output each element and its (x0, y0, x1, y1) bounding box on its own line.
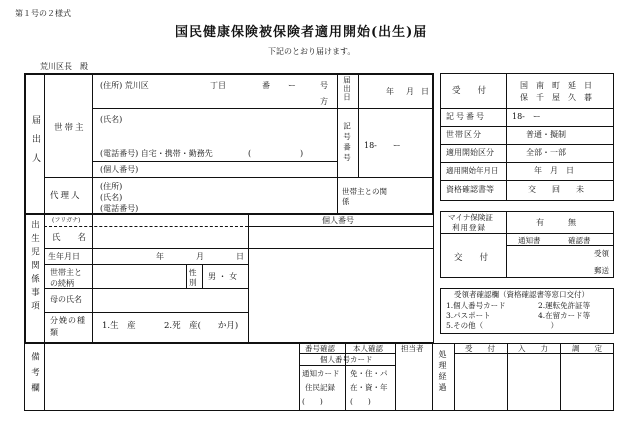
paren-right: ( ) (350, 397, 371, 406)
process-input: 入 力 (518, 344, 548, 353)
notifier-section-label: 届出人 (30, 115, 40, 172)
resident-record-label: 住民記録 (305, 383, 335, 392)
office-row-line (440, 126, 614, 127)
delivery-live[interactable]: 1.生 産 (102, 321, 136, 331)
delivery-type-label: 分娩の種類 (50, 316, 86, 337)
filing-day: 日 (421, 87, 429, 96)
id-check-item-4[interactable]: 4.在留カード等 (538, 311, 591, 320)
addressee: 荒川区長 殿 (40, 62, 88, 71)
remarks-row-line (299, 353, 395, 354)
process-check: 調 定 (572, 344, 602, 353)
apply-date-value[interactable]: 年 月 日 (534, 166, 574, 175)
agent-name-field[interactable]: (氏名) (100, 193, 123, 202)
issue-label: 交 付 (454, 253, 489, 263)
sex-label: 性別 (189, 268, 197, 288)
cert-label: 資格確認書等 (446, 185, 494, 194)
office-col-line (506, 73, 507, 201)
sex-options[interactable]: 男 ・ 女 (208, 272, 238, 281)
process-reception: 受 付 (465, 344, 495, 353)
birth-col-line (202, 264, 203, 288)
license-options-2[interactable]: 在・資・年 (350, 383, 388, 392)
mynumber-label-2: 利用登録 (452, 223, 486, 232)
office-symbol-field[interactable]: 18- ー (512, 112, 541, 121)
office-row-line (440, 144, 614, 145)
apply-class-value[interactable]: 全部・一部 (526, 148, 566, 157)
dob-year: 年 (156, 252, 164, 261)
phone-field[interactable]: (電話番号) 自宅・携帯・勤務先 (100, 149, 213, 158)
notifier-row-line (92, 161, 337, 162)
birth-row-line (44, 264, 248, 265)
householder-label: 世帯主 (54, 123, 86, 133)
id-check-item-5[interactable]: 5.その他（ ） (446, 321, 559, 330)
id-check-item-1[interactable]: 1.個人番号カード (446, 301, 506, 310)
remarks-col-line (44, 343, 45, 411)
id-check-title: 受領者確認欄（資格確認書等窓口交付） (454, 290, 589, 299)
personal-card-label: 個人番号カード (320, 355, 373, 364)
agent-phone-field[interactable]: (電話番号) (100, 204, 139, 213)
address-dash: ー (288, 81, 296, 90)
mynumber-row-line (440, 233, 614, 234)
process-label: 処理経過 (438, 350, 447, 394)
notifier-col-line (337, 73, 338, 215)
id-check-item-3[interactable]: 3.パスポート (446, 311, 491, 320)
address-chome: 丁目 (210, 81, 226, 90)
mailed-option[interactable]: 郵送 (594, 266, 609, 275)
dob-day: 日 (236, 252, 244, 261)
notice-label: 通知書 (518, 236, 541, 245)
household-class-label: 世帯区分 (446, 130, 482, 139)
notifier-row-line (92, 108, 337, 109)
notifier-row-line (337, 108, 433, 109)
notice-card-label: 通知カード (302, 369, 340, 378)
birth-row-line (44, 248, 434, 249)
symbol-number-field[interactable]: 18- ー (364, 141, 401, 150)
dob-label: 生年月日 (48, 252, 80, 261)
address-go: 号 (320, 81, 328, 90)
cert-value[interactable]: 交 回 未 (528, 185, 584, 194)
form-id: 第１号の２様式 (15, 9, 71, 18)
confirm-cert-label: 確認書 (568, 236, 591, 245)
reception-label: 受 付 (452, 86, 487, 96)
office-symbol-label: 記号番号 (446, 112, 486, 121)
remarks-label: 備考欄 (29, 352, 40, 399)
mynumber-value[interactable]: 有 無 (536, 218, 576, 227)
notifier-col-line (358, 73, 359, 177)
mother-name-label: 母の氏名 (50, 295, 82, 304)
filing-month: 月 (406, 87, 414, 96)
household-class-value[interactable]: 普通・擬制 (526, 130, 566, 139)
relation-label: 世帯主との関係 (342, 187, 387, 207)
notifier-col-line (44, 73, 45, 215)
filing-year: 年 (386, 87, 394, 96)
birth-col-line (92, 215, 93, 343)
delivery-still[interactable]: 2.死 産( か月) (164, 321, 239, 331)
birth-row-line (248, 226, 434, 227)
form-title: 国民健康保険被保険者適用開始(出生)届 (175, 25, 428, 40)
id-check-item-2[interactable]: 2.運転免許証等 (538, 301, 591, 310)
birth-col-line (248, 248, 249, 343)
furigana-label: (フリガナ) (52, 217, 81, 224)
birth-section-label: 出生児関係事項 (29, 220, 40, 315)
form-subtitle: 下記のとおり届けます。 (268, 47, 356, 56)
address-field[interactable]: (住所) 荒川区 (100, 81, 149, 90)
birth-col-line (44, 215, 45, 343)
reception-stamp-line1: 国 南 町 延 日 (520, 81, 592, 90)
mynumber-row-line (506, 245, 614, 246)
paren-left: ( ) (302, 397, 323, 406)
filing-date-label: 届出日 (342, 76, 352, 102)
address-kata: 方 (320, 97, 328, 106)
staff-label: 担当者 (401, 344, 424, 353)
birth-col-line (186, 264, 187, 288)
remarks-col-line (432, 343, 433, 411)
apply-class-label: 適用開始区分 (446, 148, 494, 157)
office-row-line (440, 162, 614, 163)
dob-month: 月 (196, 252, 204, 261)
relation-to-head-label: 世帯主との続柄 (50, 268, 82, 288)
birth-col-line (248, 215, 249, 248)
license-options-1[interactable]: 免・住・パ (350, 369, 388, 378)
remarks-row-line (454, 353, 614, 354)
remarks-row-line (299, 365, 395, 366)
agent-label: 代理人 (50, 191, 82, 201)
child-name-label: 氏 名 (52, 233, 87, 243)
phone-paren-close: ) (300, 149, 304, 158)
agent-address-field[interactable]: (住所) (100, 182, 123, 191)
birth-row-line (44, 226, 248, 227)
notifier-row-line (44, 177, 434, 178)
notifier-col-line (92, 73, 93, 215)
symbol-number-label: 記号番号 (342, 122, 352, 164)
child-personal-number-label: 個人番号 (322, 216, 354, 225)
birth-row-line (44, 312, 248, 313)
apply-date-label: 適用開始年月日 (446, 166, 499, 175)
received-option[interactable]: 受領 (594, 249, 609, 258)
identity-check-label: 本人確認 (353, 344, 383, 353)
reception-stamp-line2: 保 千 屋 久 暮 (520, 93, 592, 102)
mynumber-label-1: マイナ保険証 (448, 213, 493, 222)
address-ban: 番 (262, 81, 270, 90)
office-row-line (440, 180, 614, 181)
number-check-label: 番号確認 (305, 344, 335, 353)
phone-paren-open: ( (248, 149, 252, 158)
remarks-col-line (395, 343, 396, 411)
office-row-line (440, 108, 614, 109)
name-field[interactable]: (氏名) (100, 115, 123, 124)
personal-number-field[interactable]: (個人番号) (100, 165, 139, 174)
